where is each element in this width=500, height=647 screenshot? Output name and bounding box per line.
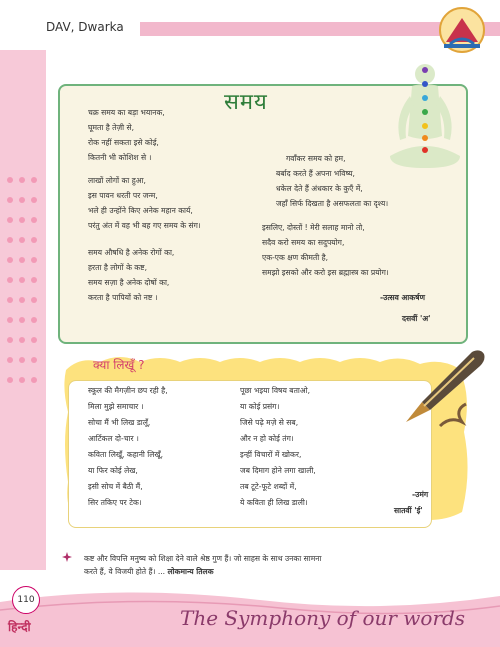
meditation-figure-icon [380, 56, 470, 186]
poem-class: दसवीं 'अ' [402, 314, 431, 323]
poem-line: परंतु अंत में वह भी बह गए समय के संग। [88, 221, 201, 230]
poem-line: समझो इसको और करो इस ब्रह्मास्त्र का प्रयोग। [262, 268, 389, 277]
poem-line: घूमता है तेज़ी से, [88, 123, 135, 132]
poem-line: एक-एक क्षण कीमती है, [262, 253, 329, 262]
poem-line: इन्हीं विचारों में खोकर, [240, 450, 302, 459]
poem-line: सदैव करो समय का सदुपयोग, [262, 238, 345, 247]
poem-line: ये कविता ही लिख डाली। [240, 498, 308, 507]
poem-line: लाखों लोगों का हुआ, [88, 176, 146, 185]
poem-line: और न हो कोई तंग। [240, 434, 294, 443]
poem-line: जहाँ सिर्फ दिखता है असफलता का दृश्य। [276, 199, 389, 208]
poem-line: चक्र समय का बड़ा भयानक, [88, 108, 165, 117]
poem-line: हरता है लोगों के कष्ट, [88, 263, 147, 272]
poem-class: सातवीं 'ई' [394, 506, 423, 515]
poem-line: तब टूटे-फूटे शब्दों में, [240, 482, 297, 491]
poem-line: मिला मुझे समाचार । [88, 402, 144, 411]
decorative-dots [2, 160, 42, 420]
quote-line-2 [66, 565, 476, 578]
poem-line: करता है पापियों को नष्ट । [88, 293, 158, 302]
poem-title: क्या लिखूँ ? [93, 358, 145, 372]
school-logo-icon [432, 4, 492, 56]
quote-line: करते हैं, वे विजयी होते हैं। ... [84, 567, 168, 576]
poem-line: इसलिए, दोस्तों ! मेरी सलाह मानो तो, [262, 223, 365, 232]
school-name: DAV, Dwarka [46, 20, 124, 34]
poem-line: या कोई प्रसंग। [240, 402, 280, 411]
poem-line: समय सज़ा है अनेक दोषों का, [88, 278, 170, 287]
poem-line: कविता लिखूँ, कहानी लिखूँ, [88, 450, 164, 459]
poem-line: रोक नहीं सकता इसे कोई, [88, 138, 159, 147]
quote-line: कष्ट और विपत्ति मनुष्य को शिक्षा देने वाले श्रेष्ठ गुण हैं। जो साहस के साथ उनका सामना [84, 554, 322, 563]
poem-line: जब दिमाग होने लगा खाली, [240, 466, 316, 475]
poem-line: आर्टिकल दो-चार । [88, 434, 139, 443]
poem-line: भले ही उन्होंने किए अनेक महान कार्य, [88, 206, 193, 215]
poem-line: बर्बाद करते हैं अपना भविष्य, [276, 169, 355, 178]
poem-line: गवाँकर समय को हम, [286, 154, 346, 163]
poem-line: इसी सोच में बैठी मैं, [88, 482, 143, 491]
poem-line: कितनी भी कोशिश से । [88, 153, 152, 162]
quote-attribution: लोकमान्य तिलक [167, 567, 214, 576]
poem-line: सिर तकिए पर टेक। [88, 498, 142, 507]
fountain-pen-icon [400, 340, 490, 430]
poem-line: इस पावन धरती पर जन्म, [88, 191, 158, 200]
poem-line: जिसे पढ़े मज़े से सब, [240, 418, 299, 427]
page-number: 110 [12, 586, 40, 614]
poem-line: समय औषधि है अनेक रोगों का, [88, 248, 175, 257]
poem-author: -उत्सव आकर्षण [380, 293, 425, 302]
poem-author: -उमंग [412, 490, 429, 499]
poem-line: स्कूल की मैगज़ीन छप रही है, [88, 386, 168, 395]
subject-label: हिन्दी [8, 620, 31, 634]
poem-title: समय [224, 90, 268, 115]
poem-line: या फिर कोई लेख, [88, 466, 138, 475]
poem-line: धकेल देते हैं अंधकार के कुएँ में, [276, 184, 363, 193]
footer-slogan: The Symphony of our words [180, 606, 466, 630]
poem-line: सोचा मैं भी लिख डालूँ, [88, 418, 151, 427]
quote-block [66, 552, 476, 578]
poem-line: पूछा भइया विषय बताओ, [240, 386, 311, 395]
